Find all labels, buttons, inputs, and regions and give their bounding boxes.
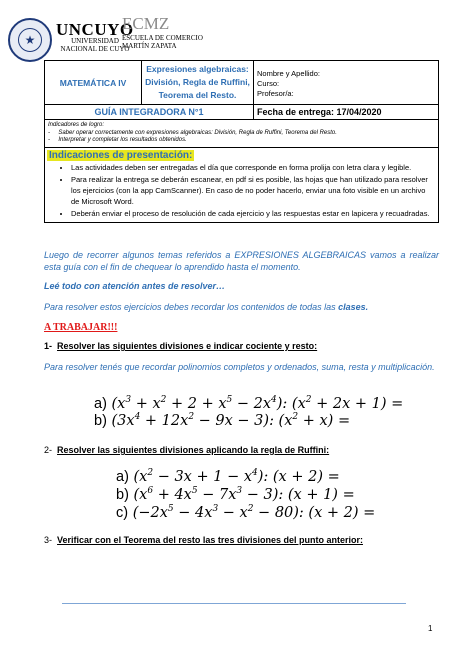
footer-divider (62, 603, 406, 604)
teacher-label: Profesor/a: (257, 89, 294, 98)
indicator-item: - Interpretar y completar los resultados obtenidos. (48, 137, 187, 143)
section-1-note: Para resolver tenés que recordar polinomios completos y ordenados, suma, resta y multiplicación. (44, 362, 435, 372)
school-subtitle (122, 34, 203, 50)
university-logo (8, 18, 52, 62)
seal-star-icon: ★ (24, 33, 36, 47)
presentation-item: • Para realizar la entrega se deberán escanear, en pdf si es posible, las hojas que han utilizado para resolver los ejercicios (con la app CamScanner). En caso de no poder hacerlo, enviar una foto visible en un archivo de Microsoft Word. (71, 174, 432, 207)
page-number: 1 (428, 624, 433, 633)
topic-cell: Expresiones algebraicas: División, Regla de Ruffini, Teorema del Resto. (142, 61, 254, 105)
indicator-item: - Saber operar correctamente con expresiones algebraicas: División, Regla de Ruffini, Teorema del Resto. (48, 129, 337, 136)
exercise-1a: a) $(x^3 + x^2 + 2 + x^5 - 2x^4)$: $(x^2 + 2x + 1)$ = (94, 395, 404, 412)
student-info-cell (254, 61, 439, 105)
section-1-title: 1- Resolver las siguientes divisiones e indicar cociente y resto: (44, 341, 318, 351)
exercise-1b: b) $(3x^4 + 12x^2 - 9x - 3)$: $(x^2 + x)$ = (94, 412, 351, 429)
indicators-cell (45, 120, 439, 148)
intro-paragraph: Luego de recorrer algunos temas referidos a EXPRESIONES ALGEBRAICAS vamos a realizar esta guía con el fin de chequear lo aprendido hasta el momento. (44, 250, 439, 272)
subject-cell: MATEMÁTICA IV (45, 61, 142, 105)
school-subtitle-line-1: ESCUELA DE COMERCIO (122, 34, 203, 42)
indicators-title: Indicadores de logro: (48, 122, 105, 128)
university-subtitle: UNIVERSIDAD NACIONAL DE CUYO (60, 37, 130, 53)
work-heading: A TRABAJAR!!! (44, 322, 118, 333)
resolve-note: Para resolver estos ejercicios debes recordar los contenidos de todas las clases. (44, 302, 369, 312)
section-3-title: 3- Verificar con el Teorema del resto las tres divisiones del punto anterior: (44, 535, 363, 545)
exercise-2a: a) $(x^2 - 3x + 1 - x^4)$: (x + 2) = (116, 468, 340, 485)
header-table (44, 60, 439, 223)
presentation-item: • Deberán enviar el proceso de resolución de cada ejercicio y las respuestas estar en lapicera y recuadradas. (71, 208, 432, 219)
name-label: Nombre y Apellido: (257, 69, 320, 78)
presentation-cell (45, 147, 439, 222)
due-date-cell: Fecha de entrega: 17/04/2020 (254, 105, 439, 120)
exercise-2c: c) $(-2x^5 - 4x^3 - x^2 - 80)$: (x + 2) = (116, 504, 376, 521)
school-subtitle-line-2: MARTÍN ZAPATA (122, 42, 177, 50)
exercise-2b: b) $(x^6 + 4x^5 - 7x^3 - 3)$: (x + 1) = (116, 486, 355, 503)
seal-inner (18, 28, 42, 52)
school-abbreviation: ECMZ (122, 14, 170, 33)
guide-title-cell: GUÍA INTEGRADORA N°1 (45, 105, 254, 120)
presentation-item: • Las actividades deben ser entregadas el día que corresponde en forma prolija con letra clara y legible. (71, 162, 432, 173)
university-name: UNCUYO (56, 20, 134, 39)
presentation-list (61, 162, 432, 219)
read-note: Leé todo con atención antes de resolver… (44, 281, 226, 291)
section-2-title: 2- Resolver las siguientes divisiones aplicando la regla de Ruffini: (44, 445, 330, 455)
course-label: Curso: (257, 79, 280, 88)
presentation-title: Indicaciones de presentación: (49, 149, 193, 161)
